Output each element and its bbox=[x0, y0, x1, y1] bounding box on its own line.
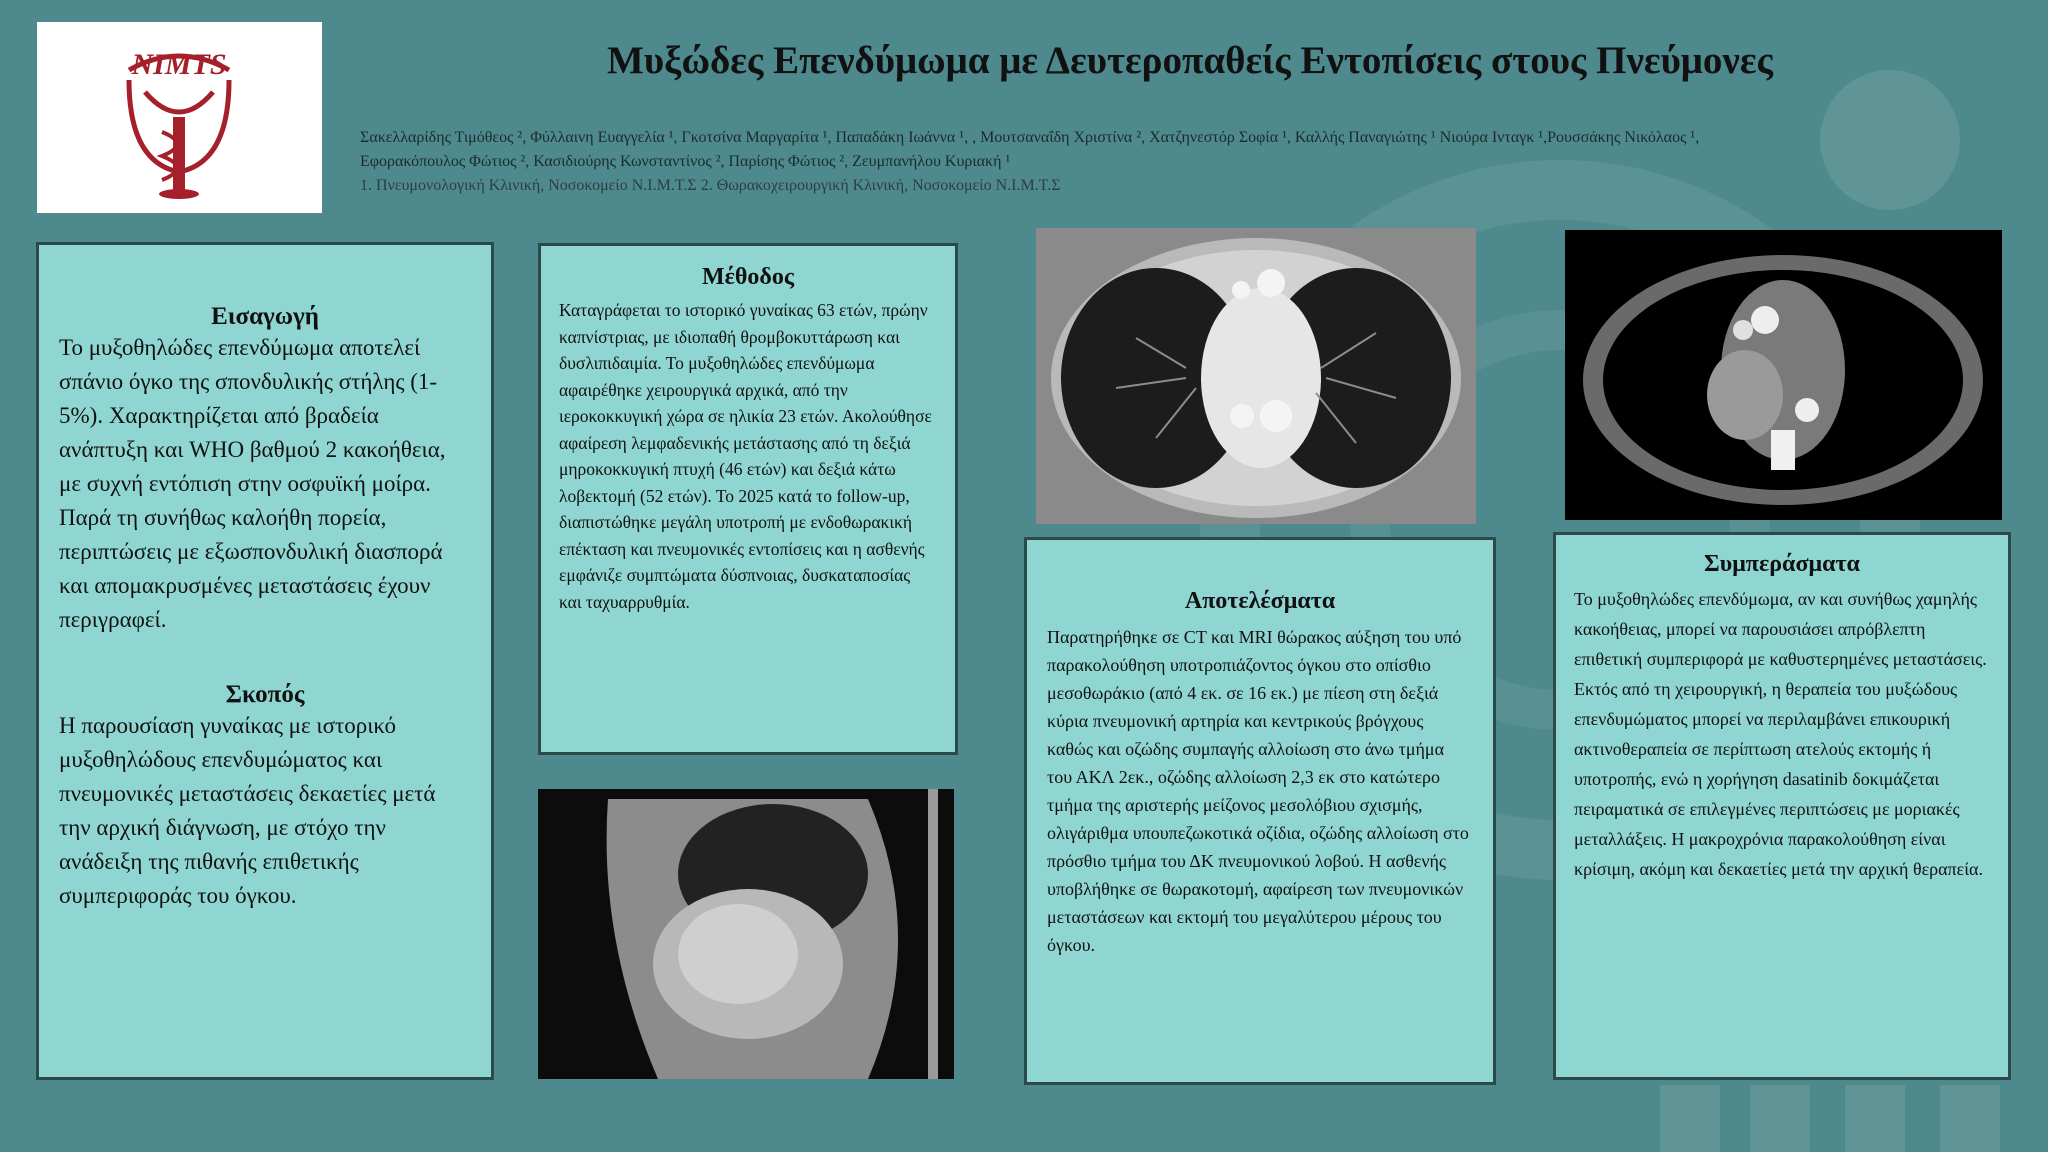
introduction-panel bbox=[36, 242, 494, 1080]
introduction-heading: Εισαγωγή bbox=[211, 303, 319, 330]
results-text: Παρατηρήθηκε σε CT και MRI θώρακος αύξηση του υπό παρακολούθηση υποτροπιάζοντος όγκου στο οπίσθιο μεσοθωράκιο (από 4 εκ. σε 16 εκ.) με πίεση στη δεξιά κύρια πνευμονική αρτηρία και κεντρικούς βρόγχους καθώς και οζώδης συμπαγής αλλοίωση στο άνω τμήμα του ΑΚΛ 2εκ., οζώδης αλλοίωση 2,3 εκ στο κατώτερο τμήμα της αριστερής μείζονος μεσολόβιου σχισμής, ολιγάριθμα υπουπεζωκοτικά οζίδια, οζώδης αλλοίωση στο πρόσθιο τμήμα του ΔΚ πνευμονικού λοβού. Η ασθενής υποβλήθηκε σε θωρακοτομή, αφαίρεση των πνευμονικών μεταστάσεων και εκτομή του μεγαλύτερου μέρους του όγκου. bbox=[1047, 627, 1469, 955]
aim-text: Η παρουσίαση γυναίκας με ιστορικό μυξοθηλώδους επενδυμώματος και πνευμονικές μεταστάσεις δεκαετίες μετά την αρχική διάγνωση, με στόχο την ανάδειξη της πιθανής επιθετικής συμπεριφοράς του όγκου. bbox=[59, 713, 436, 908]
authors-line-1: Σακελλαρίδης Τιμόθεος ², Φύλλαινη Ευαγγελία ¹, Γκοτσίνα Μαργαρίτα ¹, Παπαδάκη Ιωάννα ¹, , Μουτσαναΐδη Χριστίνα ², Χατζηνεστόρ Σοφία ¹, Καλλής Παναγιώτης ¹ Νιούρα Ινταγκ ¹,Ρουσσάκης Νικόλαος ¹, bbox=[360, 129, 1700, 146]
conclusions-panel bbox=[1553, 532, 2011, 1080]
method-heading: Μέθοδος bbox=[701, 264, 794, 290]
conclusions-text: Το μυξοθηλώδες επενδύμωμα, αν και συνήθως χαμηλής κακοήθειας, μπορεί να παρουσιάσει απρόβλεπτη επιθετική συμπεριφορά με καθυστερημένες μεταστάσεις. Εκτός από τη χειρουργική, η θεραπεία του μυξώδους επενδυμώματος μπορεί να περιλαμβάνει επικουρική ακτινοθεραπεία σε περίπτωση ατελούς εκτομής ή υποτροπής, ενώ η χορήγηση dasatinib δοκιμάζεται πειραματικά σε επιλεγμένες περιπτώσεις με μοριακές μεταλλάξεις. Η μακροχρόνια παρακολούθηση είναι κρίσιμη, ακόμη και δεκαετίες μετά την αρχική θεραπεία. bbox=[1574, 589, 1987, 879]
results-heading: Αποτελέσματα bbox=[1184, 588, 1336, 614]
aim-heading: Σκοπός bbox=[225, 681, 305, 708]
nimts-logo bbox=[37, 22, 322, 213]
ct-scan-mediastinal-window bbox=[1565, 230, 2002, 520]
authors-line-2: Εφορακόπουλος Φώτιος ², Κασιδιούρης Κωνσταντίνος ², Παρίσης Φώτιος ², Ζευμπανήλου Κυριακή ¹ bbox=[360, 153, 1011, 170]
logo-text: NIMTS bbox=[131, 48, 227, 81]
affiliations: 1. Πνευμονολογική Κλινική, Νοσοκομείο Ν.Ι.Μ.Τ.Σ 2. Θωρακοχειρουργική Κλινική, Νοσοκομείο Ν.Ι.Μ.Τ.Σ bbox=[360, 177, 1061, 194]
poster-title: Μυξώδες Επενδύμωμα με Δευτεροπαθείς Εντοπίσεις στους Πνεύμονες bbox=[607, 39, 1773, 82]
results-panel bbox=[1024, 537, 1496, 1085]
introduction-text: Το μυξοθηλώδες επενδύμωμα αποτελεί σπάνιο όγκο της σπονδυλικής στήλης (1-5%). Χαρακτηρίζεται από βραδεία ανάπτυξη και WHO βαθμού 2 κακοήθεια, με συχνή εντόπιση στην οσφυϊκή μοίρα. Παρά τη συνήθως καλοήθη πορεία, περιπτώσεις με εξωσπονδυλική διασπορά και απομακρυσμένες μεταστάσεις έχουν περιγραφεί. bbox=[59, 335, 446, 632]
method-panel bbox=[538, 243, 958, 755]
authors-block bbox=[360, 126, 2020, 198]
caduceus-logo-icon bbox=[37, 22, 322, 213]
ct-scan-lung-window bbox=[1036, 228, 1476, 524]
method-text: Καταγράφεται το ιστορικό γυναίκας 63 ετών, πρώην καπνίστριας, με ιδιοπαθή θρομβοκυττάρωση και δυσλιπιδαιμία. Το μυξοθηλώδες επενδύμωμα αφαιρέθηκε χειρουργικά αρχικά, από την ιεροκοκκυγική χώρα σε ηλικία 23 ετών. Ακολούθησε αφαίρεση λεμφαδενικής μετάστασης από τη δεξιά μηροκοκκυγική πτυχή (46 ετών) και δεξιά κάτω λοβεκτομή (52 ετών). Το 2025 κατά το follow-up, διαπιστώθηκε μεγάλη υποτροπή με ενδοθωρακική επέκταση και πνευμονικές εντοπίσεις και η ασθενής εμφάνιζε συμπτώματα δύσπνοιας, δυσκαταποσίας και ταχυαρρυθμία. bbox=[559, 300, 932, 612]
conclusions-heading: Συμπεράσματα bbox=[1704, 551, 1860, 577]
ct-scan-sagittal bbox=[538, 789, 954, 1079]
